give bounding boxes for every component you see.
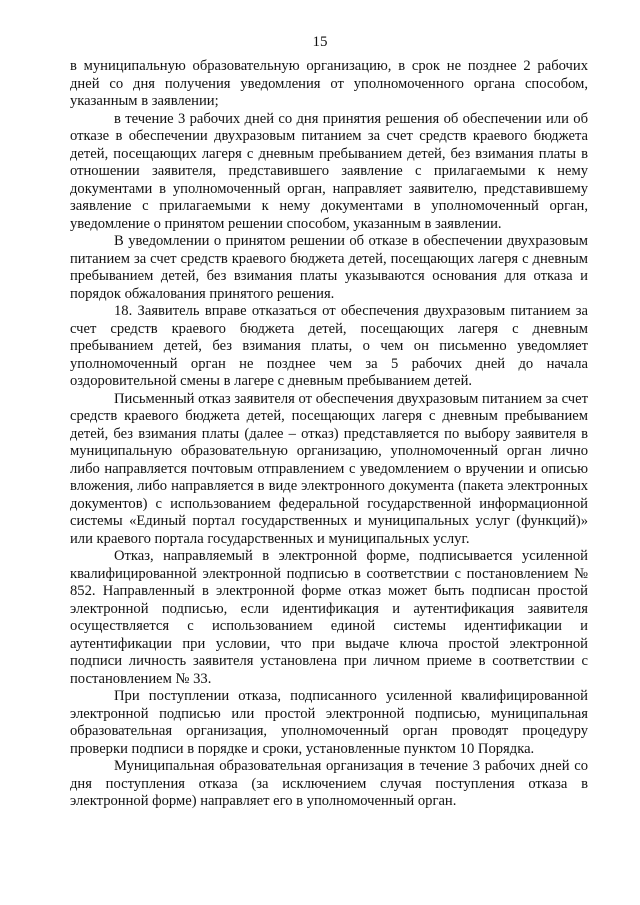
- page-number: 15: [312, 34, 328, 50]
- paragraph-refusal-grounds: В уведомлении о принятом решении об отказе в обеспечении двухразовым питанием за счет средств краевого бюджета детей, посещающих лагеря с дневным пребыванием детей, без взимания платы указываются основания для отказа и порядок обжалования принятого решения.: [70, 233, 588, 302]
- paragraph-item-18: 18. Заявитель вправе отказаться от обеспечения двухразовым питанием за счет средств краевого бюджета детей, посещающих лагеря с дневным пребыванием детей, без взимания платы, о чем он письменно уведомляет уполномоченный орган не позднее чем за 5 рабочих дней до начала оздоровительной смены в лагере с дневным пребыванием детей.: [70, 303, 588, 389]
- paragraph-written-refusal: Письменный отказ заявителя от обеспечения двухразовым питанием за счет средств краевого бюджета детей, посещающих лагеря с дневным пребыванием детей, без взимания платы (далее – отказ) представляется по выбору заявителя в муниципальную образовательную организацию, уполномоченный орган лично либо направляется почтовым отправлением с уведомлением о вручении и описью вложения, либо направляется в виде электронного документа (пакета электронных документов) с использованием федеральной государственной информационной системы «Единый портал государственных и муниципальных услуг (функций)» или краевого портала государственных и муниципальных услуг.: [70, 390, 588, 547]
- paragraph-continuation: в муниципальную образовательную организацию, в срок не позднее 2 рабочих дней со дня получения уведомления от уполномоченного органа способом, указанным в заявлении;: [70, 58, 588, 109]
- document-body: [70, 58, 588, 811]
- paragraph-electronic-refusal: Отказ, направляемый в электронной форме, подписывается усиленной квалифицированной электронной подписью в соответствии с постановлением № 852. Направленный в электронной форме отказ может быть подписан простой электронной подписью, если идентификация и аутентификация заявителя осуществляется с использованием единой системы идентификации и аутентификации при условии, что при выдаче ключа простой электронной подписи личность заявителя установлена при личном приеме в соответствии с постановлением № 33.: [70, 548, 588, 687]
- paragraph-forwarding: Муниципальная образовательная организация в течение 3 рабочих дней со дня поступления отказа (за исключением случая поступления отказа в электронной форме) направляет его в уполномоченный орган.: [70, 758, 588, 809]
- paragraph-notification-deadline: в течение 3 рабочих дней со дня принятия решения об обеспечении или об отказе в обеспечении двухразовым питанием за счет средств краевого бюджета детей, посещающих лагеря с дневным пребыванием детей, без взимания платы в отношении заявителя, представившего заявление с прилагаемыми к нему документами в уполномоченный орган, направляет заявителю, представившему заявление с прилагаемыми к нему документами в уполномоченный орган, уведомление о принятом решении способом, указанным в заявлении.: [70, 110, 588, 232]
- paragraph-signature-check: При поступлении отказа, подписанного усиленной квалифицированной электронной подписью или простой электронной подписью, муниципальная образовательная организация, уполномоченный орган проводят процедуру проверки подписи в порядке и сроки, установленные пунктом 10 Порядка.: [70, 688, 588, 757]
